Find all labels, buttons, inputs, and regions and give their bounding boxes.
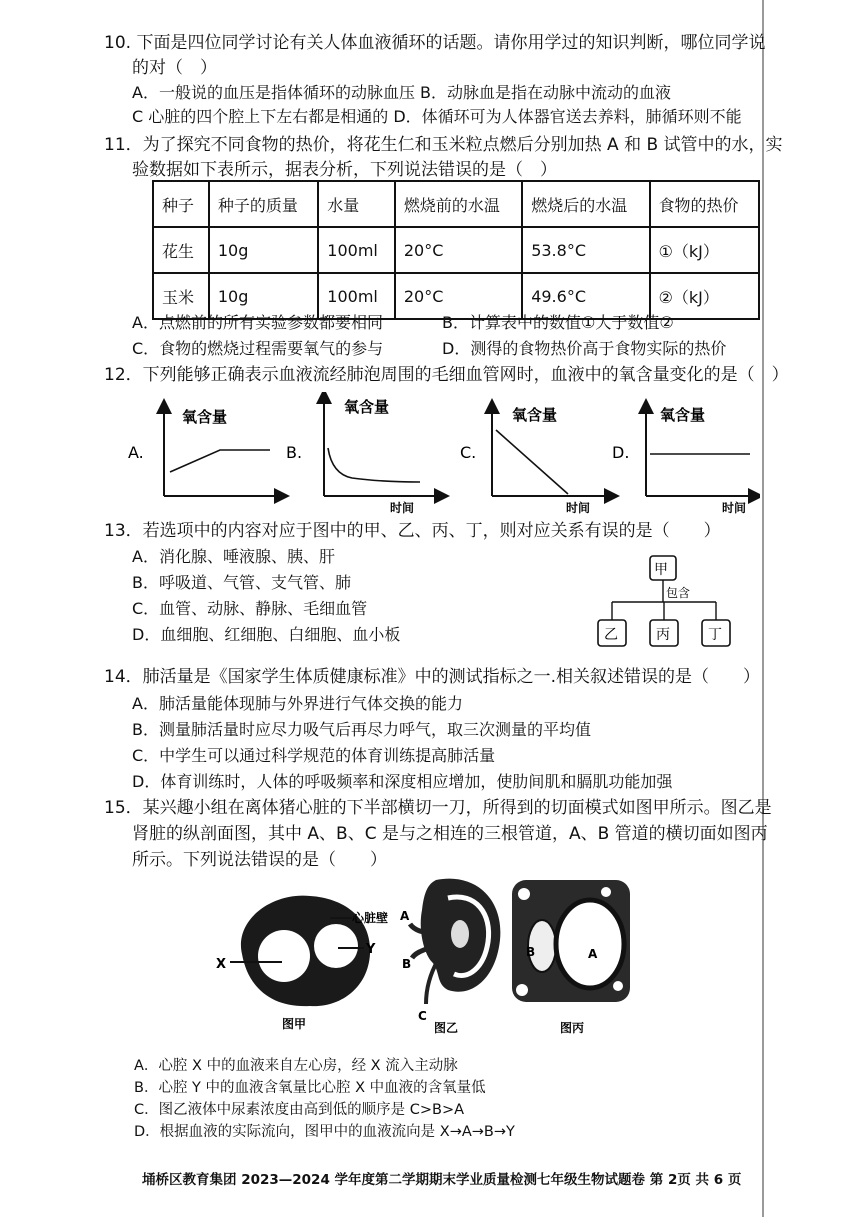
table-cell: 10g — [209, 273, 318, 319]
q11-option-b: B．计算表中的数值①大于数值② — [442, 313, 674, 332]
q15-option-b: B．心腔 Y 中的血液含氧量比心腔 X 中血液的含氧量低 — [134, 1080, 486, 1096]
fig-bing-vessel-section — [506, 874, 636, 1034]
q11-stem-line2: 验数据如下表所示，据表分析，下列说法错误的是（ ） — [132, 160, 557, 180]
tissue-hole — [518, 888, 530, 900]
graph-b-x-label: 时间 — [390, 501, 415, 515]
table-row — [153, 227, 759, 273]
table-cell: ②（kJ） — [650, 273, 760, 319]
q11-option-c: C．食物的燃烧过程需要氧气的参与 — [132, 339, 384, 358]
table-cell: 20°C — [395, 227, 522, 273]
graph-d-x-label: 时间 — [722, 501, 747, 515]
q14-stem: 14．肺活量是《国家学生体质健康标准》中的测试指标之一.相关叙述错误的是（ ） — [104, 667, 761, 687]
table-header-row — [153, 181, 759, 227]
graph-d-letter: D. — [612, 443, 630, 462]
q13-option-d: D．血细胞、红细胞、白细胞、血小板 — [132, 625, 401, 644]
node-jia: 甲 — [654, 562, 668, 578]
q13-option-a: A．消化腺、唾液腺、胰、肝 — [132, 547, 335, 566]
table-cell: ①（kJ） — [650, 227, 760, 273]
q13-option-c: C．血管、动脉、静脉、毛细血管 — [132, 599, 368, 618]
fig-bing-caption: 图丙 — [560, 1021, 585, 1034]
q14-option-a: A．肺活量能体现肺与外界进行气体交换的能力 — [132, 694, 463, 713]
node-ding: 丁 — [708, 627, 722, 643]
q15-option-a: A．心腔 X 中的血液来自左心房，经 X 流入主动脉 — [134, 1058, 458, 1074]
q14-option-c: C．中学生可以通过科学规范的体育训练提高肺活量 — [132, 746, 496, 765]
graph-a — [128, 406, 282, 496]
graph-b-letter: B. — [286, 443, 303, 462]
chamber-y — [314, 924, 358, 968]
fig-yi-kidney-section — [396, 870, 508, 1034]
graph-a-curve — [170, 450, 270, 472]
q15-stem-line1: 15．某兴趣小组在离体猪心脏的下半部横切一刀，所得到的切面模式如图甲所示。图乙是 — [104, 798, 772, 818]
tissue-hole — [516, 984, 528, 996]
graph-c-x-label: 时间 — [566, 501, 591, 515]
q15-option-c: C．图乙液体中尿素浓度由高到低的顺序是 C>B>A — [134, 1102, 465, 1118]
tissue-hole — [601, 887, 611, 897]
wall-label: 心脏壁 — [352, 911, 389, 925]
vessel-a-lumen — [556, 900, 624, 988]
table-cell: 10g — [209, 227, 318, 273]
table-header: 食物的热价 — [650, 181, 760, 227]
table-cell: 100ml — [318, 227, 395, 273]
table-cell: 100ml — [318, 273, 395, 319]
q14-option-d: D．体育训练时，人体的呼吸频率和深度相应增加，使肋间肌和膈肌功能加强 — [132, 772, 673, 791]
table-header: 种子 — [153, 181, 209, 227]
graph-b-y-label: 氧含量 — [344, 398, 390, 416]
table-cell: 53.8°C — [522, 227, 649, 273]
graph-a-letter: A. — [128, 443, 144, 462]
table-header: 水量 — [318, 181, 395, 227]
page-footer: 埇桥区教育集团 2023—2024 学年度第二学期期末学业质量检测七年级生物试题卷 第 2页 共 6 页 — [142, 1172, 742, 1188]
graph-c-curve — [496, 430, 568, 494]
label-a: A — [400, 909, 410, 923]
table-cell: 花生 — [153, 227, 209, 273]
fig-jia-heart-section — [212, 884, 402, 1034]
q11-option-a: A．点燃前的所有实验参数都要相同 — [132, 313, 383, 332]
fig-yi-caption: 图乙 — [434, 1021, 459, 1034]
label-b: B — [526, 945, 536, 959]
q13-option-b: B．呼吸道、气管、支气管、肺 — [132, 573, 351, 592]
graph-b — [286, 396, 442, 515]
x-label: X — [216, 957, 227, 972]
label-c: C — [418, 1009, 427, 1023]
tissue-hole — [613, 981, 623, 991]
table-header: 燃烧前的水温 — [395, 181, 522, 227]
y-label: Y — [366, 942, 376, 957]
q10-stem-line2: 的对（ ） — [132, 58, 217, 78]
graph-a-y-label: 氧含量 — [182, 408, 228, 426]
q10-options-ab: A．一般说的血压是指体循环的动脉血压 B．动脉血是指在动脉中流动的血液 — [132, 83, 672, 102]
graph-d — [612, 406, 756, 515]
q15-option-d: D．根据血液的实际流向，图甲中的血液流向是 X→A→B→Y — [134, 1124, 515, 1140]
q12-graphs — [120, 392, 760, 516]
ureter-c — [426, 960, 438, 1004]
q10-options-cd: C 心脏的四个腔上下左右都是相通的 D．体循环可为人体器官送去养料，肺循环则不能 — [132, 107, 742, 126]
chamber-x — [258, 930, 310, 982]
graph-c-y-label: 氧含量 — [512, 406, 558, 424]
q11-stem-line1: 11．为了探究不同食物的热价，将花生仁和玉米粒点燃后分别加热 A 和 B 试管中的水，实 — [104, 135, 783, 155]
node-bing: 丙 — [656, 627, 670, 643]
table-cell: 20°C — [395, 273, 522, 319]
q15-stem-line3: 所示。下列说法错误的是（ ） — [132, 850, 387, 870]
q12-stem: 12．下列能够正确表示血液流经肺泡周围的毛细血管网时，血液中的氧含量变化的是（ ） — [104, 365, 789, 385]
diagram-relation: 包含 — [666, 586, 691, 600]
q11-option-d: D．测得的食物热价高于食物实际的热价 — [442, 339, 727, 358]
q13-stem: 13．若选项中的内容对应于图中的甲、乙、丙、丁，则对应关系有误的是（ ） — [104, 521, 721, 541]
node-yi: 乙 — [604, 627, 618, 643]
table-header: 燃烧后的水温 — [522, 181, 649, 227]
q11-data-table — [152, 180, 760, 320]
graph-c — [460, 406, 612, 515]
fig-jia-caption: 图甲 — [282, 1017, 307, 1031]
q13-tree-diagram — [590, 552, 740, 650]
page-edge-line — [762, 0, 764, 1217]
graph-b-curve — [328, 448, 420, 482]
label-a: A — [588, 947, 598, 961]
label-b: B — [402, 957, 412, 971]
table-cell: 玉米 — [153, 273, 209, 319]
q15-stem-line2: 肾脏的纵剖面图，其中 A、B、C 是与之相连的三根管道，A、B 管道的横切面如图丙 — [132, 824, 768, 844]
table-header: 种子的质量 — [209, 181, 318, 227]
graph-d-y-label: 氧含量 — [660, 406, 706, 424]
graph-c-letter: C. — [460, 443, 477, 462]
kidney-pyramid — [451, 920, 469, 948]
q10-stem-line1: 10. 下面是四位同学讨论有关人体血液循环的话题。请你用学过的知识判断，哪位同学说 — [104, 33, 766, 53]
table-cell: 49.6°C — [522, 273, 649, 319]
q14-option-b: B．测量肺活量时应尽力吸气后再尽力呼气，取三次测量的平均值 — [132, 720, 591, 739]
